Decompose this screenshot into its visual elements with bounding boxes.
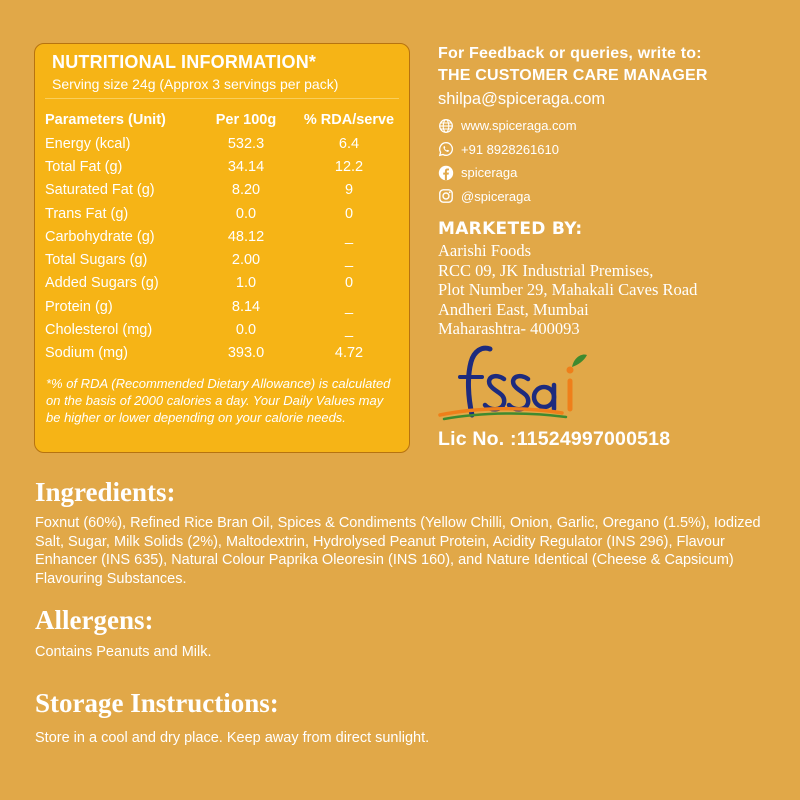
contact-email[interactable]: shilpa@spiceraga.com xyxy=(438,90,606,108)
allergens-text: Contains Peanuts and Milk. xyxy=(35,644,212,660)
table-row xyxy=(45,132,401,155)
nutrient-name: Total Sugars (g) xyxy=(45,252,148,269)
social-links xyxy=(438,114,788,208)
website-link[interactable] xyxy=(438,114,788,138)
table-row xyxy=(45,202,401,225)
rda-value: _ xyxy=(344,322,354,339)
nutrient-name: Cholesterol (mg) xyxy=(45,322,153,339)
table-row xyxy=(45,342,401,365)
customer-care-title: THE CUSTOMER CARE MANAGER xyxy=(438,67,708,84)
per-100g-value: 8.20 xyxy=(231,182,261,199)
nutrient-name: Carbohydrate (g) xyxy=(45,228,155,245)
per-100g-value: 0.0 xyxy=(235,322,257,339)
storage-heading: Storage Instructions: xyxy=(35,688,279,718)
rda-value: 4.72 xyxy=(334,345,364,362)
serving-size: Serving size 24g (Approx 3 servings per pack) xyxy=(52,76,339,92)
instagram-link[interactable] xyxy=(438,185,788,209)
allergens-heading: Allergens: xyxy=(35,605,154,635)
address-line: Maharashtra- 400093 xyxy=(438,319,580,338)
per-100g-value: 1.0 xyxy=(235,275,257,292)
rda-value: 0 xyxy=(344,275,354,292)
nutrient-name: Trans Fat (g) xyxy=(45,205,129,222)
column-header: % RDA/serve xyxy=(303,112,395,128)
rda-value: 9 xyxy=(344,182,354,199)
nutrition-table xyxy=(45,108,401,365)
facebook-icon xyxy=(438,165,454,181)
rda-value: 12.2 xyxy=(334,158,364,175)
whatsapp-icon xyxy=(438,141,454,157)
table-row xyxy=(45,295,401,318)
marketed-by-label: MARKETED BY: xyxy=(438,219,583,239)
contact-section xyxy=(438,43,788,339)
nutrient-name: Sodium (mg) xyxy=(45,345,128,362)
nutrient-name: Energy (kcal) xyxy=(45,135,131,152)
per-100g-value: 48.12 xyxy=(227,228,265,245)
storage-text: Store in a cool and dry place. Keep away from direct sunlight. xyxy=(35,730,430,746)
phone-text: +91 8928261610 xyxy=(461,141,559,157)
table-row xyxy=(45,179,401,202)
per-100g-value: 8.14 xyxy=(231,298,261,315)
address-line: Andheri East, Mumbai xyxy=(438,299,589,319)
per-100g-value: 34.14 xyxy=(227,158,265,175)
table-row xyxy=(45,225,401,248)
feedback-line: For Feedback or queries, write to: xyxy=(438,45,702,62)
column-header: Parameters (Unit) xyxy=(45,112,166,128)
ingredients-heading: Ingredients: xyxy=(35,477,176,507)
nutrient-name: Total Fat (g) xyxy=(45,158,123,175)
column-header: Per 100g xyxy=(215,112,277,128)
facebook-text: spiceraga xyxy=(461,165,518,181)
website-text: www.spiceraga.com xyxy=(461,118,577,134)
per-100g-value: 2.00 xyxy=(231,252,261,269)
table-header-row xyxy=(45,108,401,132)
nutrient-name: Protein (g) xyxy=(45,298,113,315)
globe-icon xyxy=(438,118,454,134)
table-row xyxy=(45,155,401,178)
table-row xyxy=(45,318,401,341)
rda-footnote: *% of RDA (Recommended Dietary Allowance) is calculated on the basis of 2000 calories a day. Your Daily Values may be higher or lower depending on your calorie needs. xyxy=(46,376,391,425)
fssai-logo xyxy=(438,337,588,422)
per-100g-value: 532.3 xyxy=(227,135,265,152)
table-row xyxy=(45,272,401,295)
rda-value: 0 xyxy=(344,205,354,222)
table-row xyxy=(45,248,401,271)
rda-value: 6.4 xyxy=(338,135,360,152)
rda-value: _ xyxy=(344,252,354,269)
rda-value: _ xyxy=(344,228,354,245)
instagram-icon xyxy=(438,188,454,204)
nutrition-title: NUTRITIONAL INFORMATION* xyxy=(52,52,317,72)
license-number: Lic No. :11524997000518 xyxy=(438,428,671,450)
address-line: Aarishi Foods xyxy=(438,241,532,260)
instagram-text: @spiceraga xyxy=(461,188,531,204)
facebook-link[interactable] xyxy=(438,161,788,185)
divider xyxy=(45,98,399,99)
address-line: Plot Number 29, Mahakali Caves Road xyxy=(438,280,698,299)
phone-link[interactable] xyxy=(438,138,788,162)
ingredients-text: Foxnut (60%), Refined Rice Bran Oil, Spices & Condiments (Yellow Chilli, Onion, Garlic, Oregano (1.5%), Iodized Salt, Sugar, Milk Solids (2%), Maltodextrin, Hydrolysed Peanut Protein, Acidity Regulator (INS 296), Flavour Enhancer (INS 635), Natural Colour Paprika Oleoresin (INS 160), and Nature Identical (Cheese & Capsicum) Flavouring Substances. xyxy=(35,515,761,587)
per-100g-value: 393.0 xyxy=(227,345,265,362)
nutrition-panel xyxy=(34,43,410,453)
nutrient-name: Added Sugars (g) xyxy=(45,275,159,292)
marketer-address xyxy=(438,241,788,339)
rda-value: _ xyxy=(344,298,354,315)
nutrient-name: Saturated Fat (g) xyxy=(45,182,155,199)
per-100g-value: 0.0 xyxy=(235,205,257,222)
address-line: RCC 09, JK Industrial Premises, xyxy=(438,260,654,280)
